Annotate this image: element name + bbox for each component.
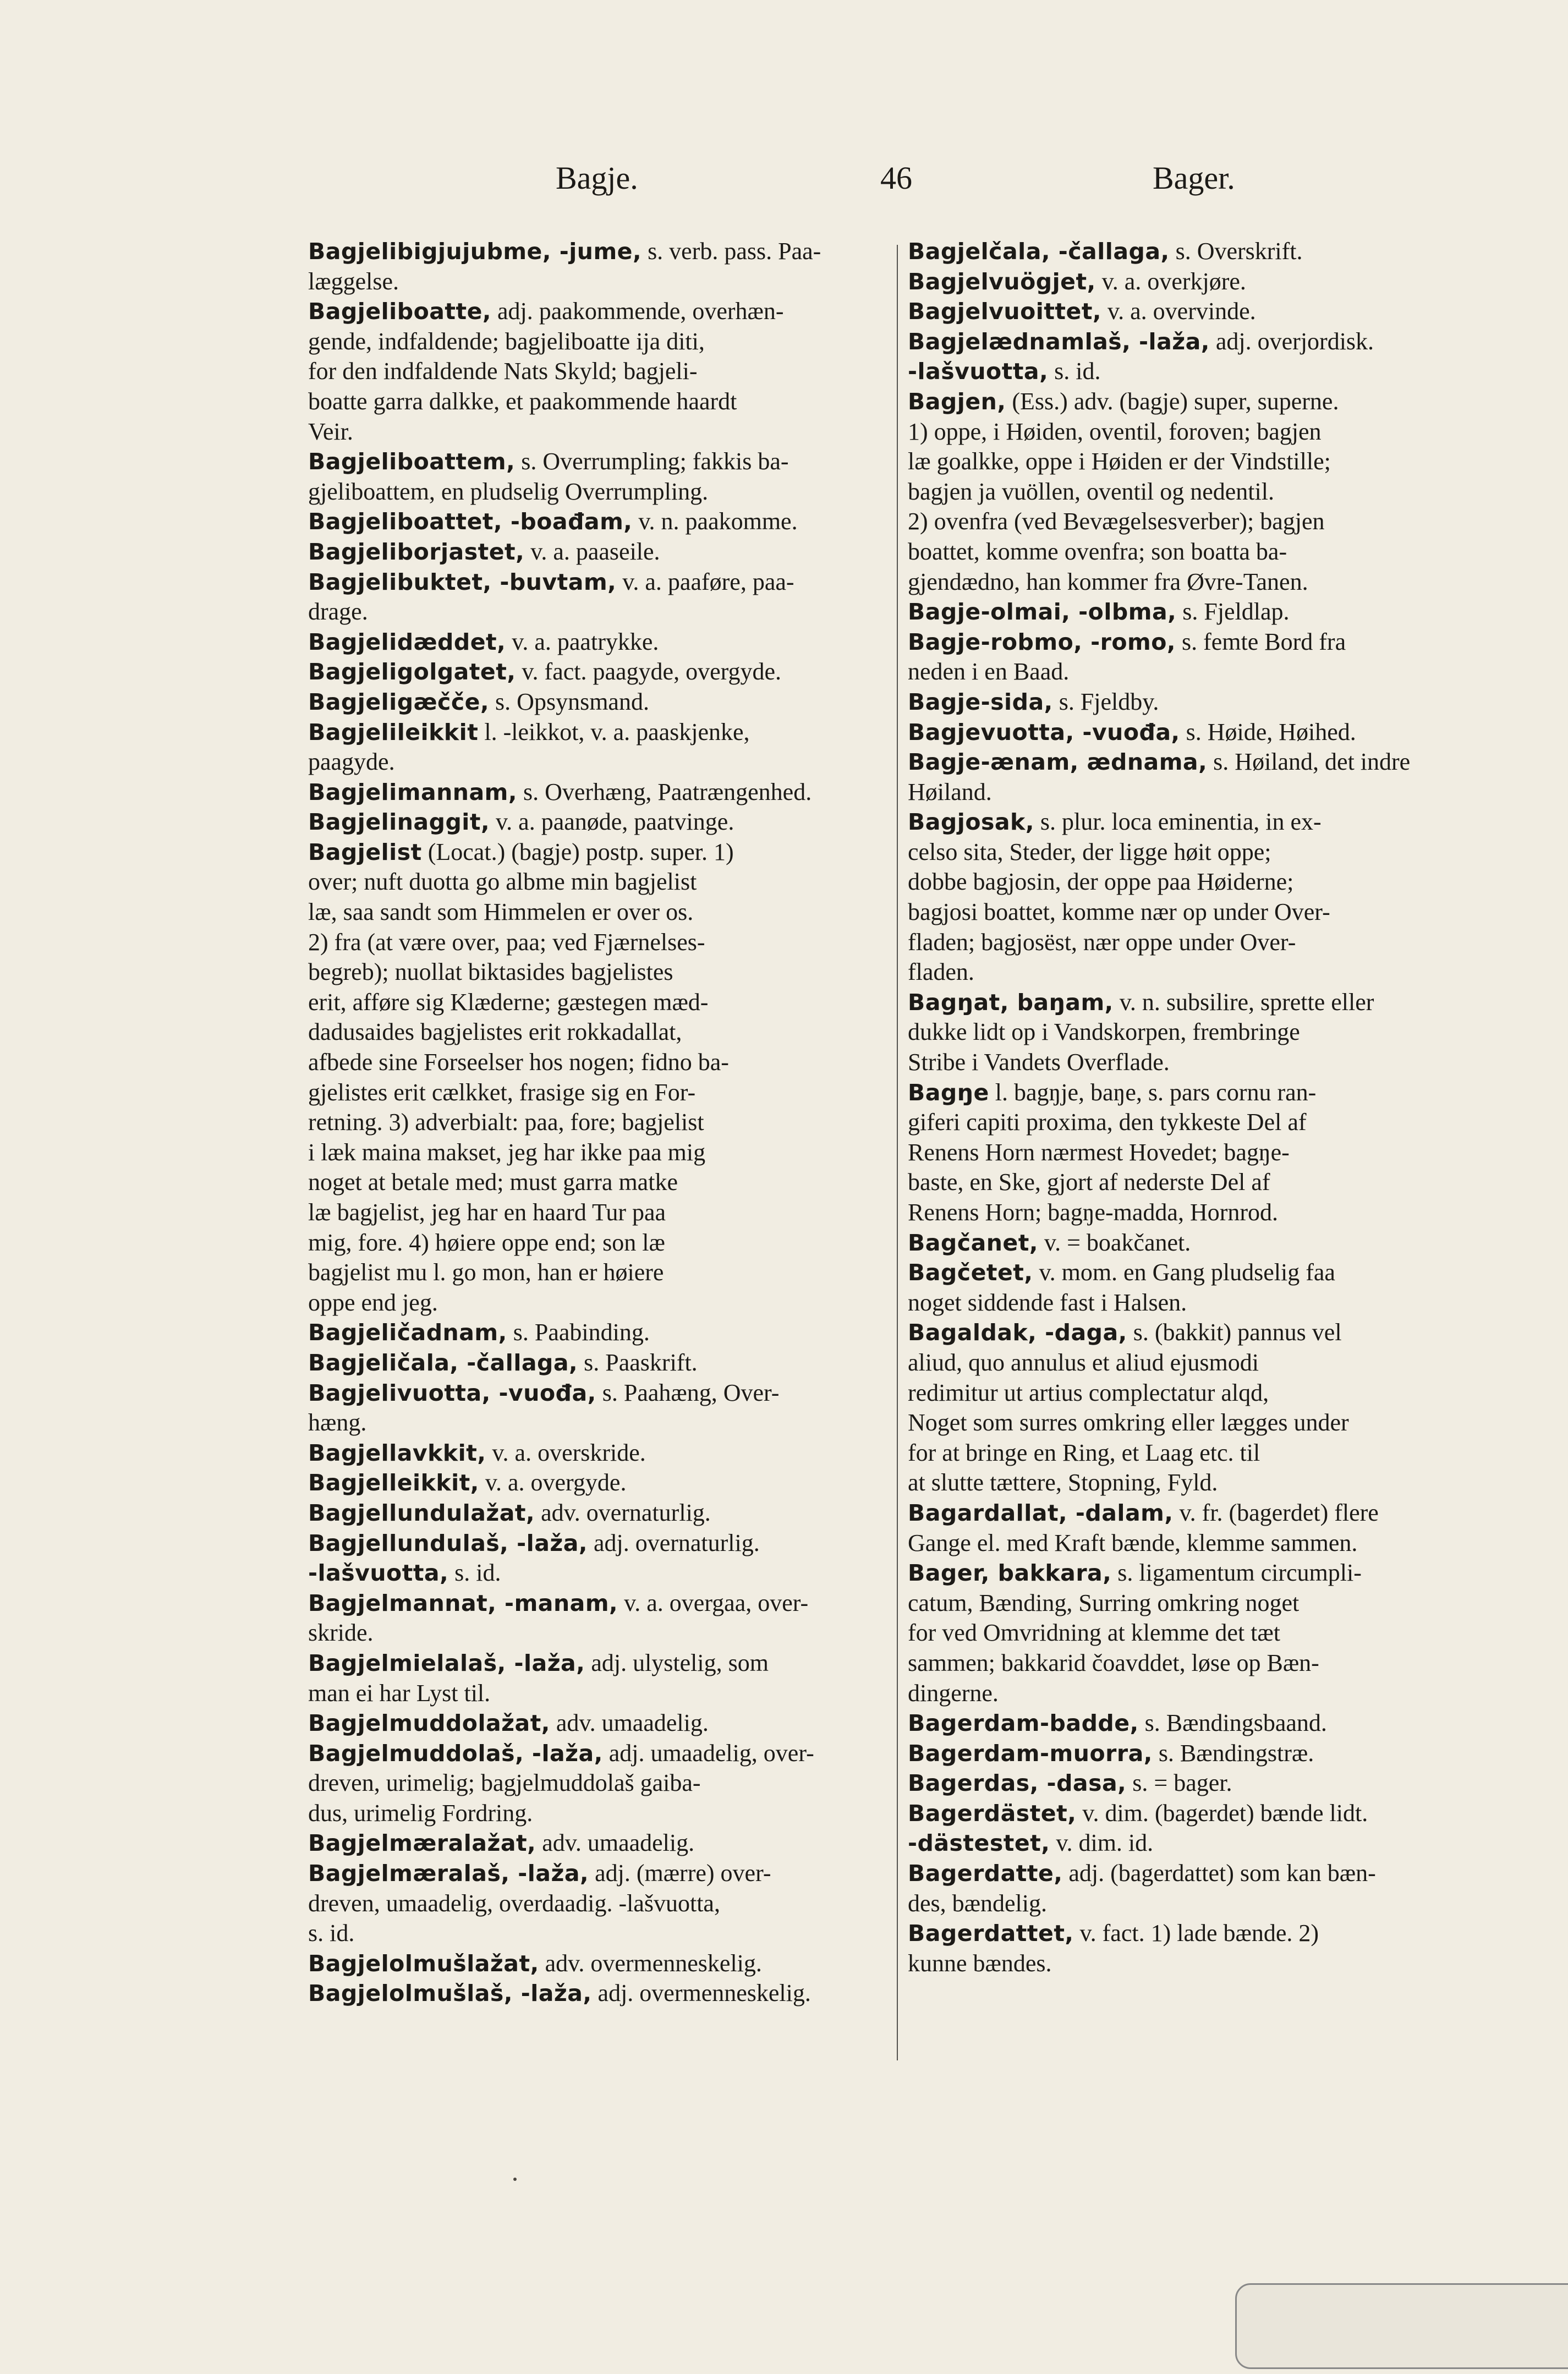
definition-text: v. a. paanøde, paatvinge. [490,808,734,836]
entry-continuation-line [908,507,1480,537]
entry-continuation-line [908,1648,1480,1679]
definition-text: læggelse. [308,267,399,295]
entry-line [308,1739,880,1769]
entry-continuation-line [308,1228,880,1258]
headword: Bagjelidæddet, [308,628,506,655]
definition-text: s. Fjeldby. [1052,688,1159,715]
entry-continuation-line [908,567,1480,597]
entry-continuation-line [908,447,1480,477]
definition-text: v. dim. (bagerdet) bænde lidt. [1076,1799,1368,1827]
entry-continuation-line [908,1167,1480,1198]
definition-text: s. id. [308,1920,355,1947]
entry-continuation-line [308,1889,880,1919]
entry-line [908,1228,1480,1258]
entry-line [308,447,880,477]
headword: Bagerdam-badde, [908,1710,1139,1737]
page-number: 46 [880,160,912,196]
definition-text: adj. ulystelig, som [585,1649,769,1676]
entry-line [308,1378,880,1408]
ink-speck [513,2178,517,2181]
entry-line [308,237,880,267]
headword: Bagjelmuddolaš, -laža, [308,1740,603,1767]
entry-line [308,687,880,717]
headword: Bagjeliboatte, [308,298,491,325]
definition-text: dreven, umaadelig, overdaadig. -lašvuotta, [308,1889,720,1917]
definition-text: adj. umaadelig, over- [602,1739,814,1767]
definition-text: dadusaides bagjelistes erit rokkadallat, [308,1018,682,1046]
definition-text: bagjen ja vuöllen, oventil og nedentil. [908,478,1274,505]
definition-text: retning. 3) adverbialt: paa, fore; bagjelist [308,1109,704,1136]
entry-line [308,567,880,597]
entry-continuation-line [308,1618,880,1648]
entry-continuation-line [908,777,1480,808]
entry-continuation-line [308,387,880,417]
definition-text: adv. umaadelig. [550,1709,709,1737]
definition-text: dobbe bagjosin, der oppe paa Høiderne; [908,868,1294,896]
definition-text: s. Opsynsmand. [489,688,649,715]
definition-text: v. dim. id. [1050,1829,1154,1857]
entry-continuation-line [308,1288,880,1318]
entry-continuation-line [308,1258,880,1288]
headword: Bagjelivuotta, -vuođa, [308,1379,596,1406]
headword: Bagerdatte, [908,1860,1063,1887]
right-column [908,237,1480,1978]
entry-continuation-line [908,537,1480,567]
definition-text: s. Høide, Høihed. [1180,718,1356,745]
entry-continuation-line [908,1348,1480,1378]
entry-continuation-line [908,1468,1480,1498]
entry-continuation-line [308,867,880,897]
entry-continuation-line [908,1288,1480,1318]
entry-continuation-line [308,267,880,297]
definition-text: (Locat.) (bagje) postp. super. 1) [421,838,734,865]
headword: Bagjelædnamlaš, -laža, [908,328,1210,355]
entry-line [908,717,1480,748]
headword: Bagŋe [908,1079,989,1106]
definition-text: (Ess.) adv. (bagje) super, superne. [1006,387,1339,415]
entry-line [908,1739,1480,1769]
definition-text: for at bringe en Ring, et Laag etc. til [908,1439,1260,1466]
definition-text: dus, urimelig Fordring. [308,1799,533,1827]
running-head-right: Bager. [1153,160,1235,196]
entry-line [908,1498,1480,1528]
entry-line [908,357,1480,387]
headword: -dästestet, [908,1830,1050,1857]
definition-text: kunne bændes. [908,1949,1052,1977]
definition-text: Renens Horn nærmest Hovedet; bagŋe- [908,1138,1290,1166]
entry-line [908,807,1480,837]
definition-text: s. Høiland, det indre [1207,748,1411,776]
definition-text: afbede sine Forseelser hos nogen; fidno ba- [308,1049,729,1076]
entry-line [308,657,880,687]
entry-continuation-line [308,597,880,627]
entry-line [908,1558,1480,1588]
definition-text: oppe end jeg. [308,1289,438,1316]
definition-text: drage. [308,598,368,626]
entry-continuation-line [908,1679,1480,1709]
entry-line [308,837,880,868]
entry-continuation-line [908,1017,1480,1048]
entry-line [908,1799,1480,1829]
headword: Bagjellundulaš, -laža, [308,1529,588,1556]
headword: Bagjeliboattem, [308,448,516,475]
entry-line [908,1858,1480,1889]
entry-line [308,1858,880,1889]
definition-text: s. = bager. [1126,1769,1232,1797]
entry-continuation-line [908,1107,1480,1138]
entry-line [308,1949,880,1979]
entry-continuation-line [908,1378,1480,1408]
entry-continuation-line [908,867,1480,897]
definition-text: adj. overnaturlig. [587,1529,760,1556]
definition-text: v. fr. (bagerdet) flere [1173,1499,1379,1526]
entry-continuation-line [308,988,880,1018]
definition-text: gende, indfaldende; bagjeliboatte ija diti, [308,327,705,355]
definition-text: v. fact. 1) lade bænde. 2) [1073,1920,1319,1947]
definition-text: s. verb. pass. Paa- [642,238,821,265]
definition-text: v. mom. en Gang pludselig faa [1033,1259,1335,1286]
definition-text: v. a. overkjøre. [1095,267,1246,295]
left-column [308,237,880,2009]
entry-line [908,237,1480,267]
entry-line [308,1528,880,1559]
definition-text: s. Paaskrift. [578,1348,698,1376]
entry-continuation-line [908,1138,1480,1168]
headword: Bagaldak, -daga, [908,1319,1127,1346]
entry-line [908,627,1480,657]
definition-text: gjendædno, han kommer fra Øvre-Tanen. [908,568,1308,595]
entry-line [308,717,880,748]
entry-continuation-line [308,1107,880,1138]
entry-line [308,537,880,567]
definition-text: at slutte tættere, Stopning, Fyld. [908,1469,1218,1496]
entry-line [908,597,1480,627]
definition-text: Veir. [308,418,353,445]
headword: Bagjelmæralažat, [308,1830,536,1857]
entry-continuation-line [308,747,880,777]
definition-text: v. a. overgaa, over- [618,1589,809,1616]
entry-line [908,1918,1480,1949]
headword: Bagjelčala, -čallaga, [908,238,1170,265]
headword: Bagjeligolgatet, [308,659,516,686]
definition-text: l. -leikkot, v. a. paaskjenke, [478,718,750,745]
headword: Bagjevuotta, -vuođa, [908,719,1180,745]
headword: Bagjosak, [908,809,1034,836]
entry-line [308,297,880,327]
entry-continuation-line [908,1048,1480,1078]
definition-text: v. n. paakomme. [632,508,798,535]
entry-line [308,1468,880,1498]
definition-text: s. Overrumpling; fakkis ba- [515,448,789,475]
headword: Bager, bakkara, [908,1560,1112,1587]
definition-text: baste, en Ske, gjort af nederste Del af [908,1169,1270,1196]
definition-text: gjeliboattem, en pludselig Overrumpling. [308,478,709,505]
headword: Bagjellundulažat, [308,1499,535,1526]
definition-text: læ, saa sandt som Himmelen er over os. [308,898,694,926]
definition-text: adv. overmenneskelig. [539,1949,762,1977]
entry-line [308,1438,880,1468]
entry-line [308,1978,880,2009]
definition-text: adj. overmenneskelig. [591,1980,811,2007]
definition-text: v. a. overskride. [486,1439,646,1466]
headword: Bagjelolmušlaš, -laža, [308,1980,592,2007]
definition-text: v. a. paaseile. [524,538,660,565]
definition-text: gjelistes erit cælkket, frasige sig en For- [308,1078,696,1106]
definition-text: adv. overnaturlig. [535,1499,711,1526]
headword: Bagjeličala, -čallaga, [308,1349,578,1376]
entry-line [308,777,880,808]
headword: Bagje-ænam, ædnama, [908,749,1208,776]
entry-line [308,807,880,837]
definition-text: over; nuft duotta go albme min bagjelist [308,868,697,896]
definition-text: mig, fore. 4) høiere oppe end; son læ [308,1229,665,1256]
definition-text: skride. [308,1619,374,1647]
definition-text: fladen. [908,958,974,986]
entry-continuation-line [908,1198,1480,1228]
definition-text: bagjosi boattet, komme nær op under Over- [908,898,1330,926]
definition-text: boatte garra dalkke, et paakommende haardt [308,387,737,415]
definition-text: fladen; bagjosëst, nær oppe under Over- [908,928,1296,956]
entry-continuation-line [908,897,1480,928]
entry-continuation-line [308,928,880,958]
headword: Bagjeligæčče, [308,688,490,715]
entry-line [908,1828,1480,1858]
definition-text: 2) fra (at være over, paa; ved Fjærnelses- [308,928,705,956]
definition-text: Gange el. med Kraft bænde, klemme sammen. [908,1529,1358,1556]
entry-continuation-line [908,1618,1480,1648]
running-head-left: Bagje. [556,160,638,196]
definition-text: aliud, quo annulus et aliud ejusmodi [908,1348,1259,1376]
definition-text: læ bagjelist, jeg har en haard Tur paa [308,1199,666,1226]
entry-line [908,1318,1480,1348]
definition-text: erit, afføre sig Klæderne; gæstegen mæd- [308,988,709,1016]
definition-text: v. a. paaføre, paa- [616,568,794,595]
entry-continuation-line [908,837,1480,868]
definition-text: des, bændelig. [908,1889,1047,1917]
definition-text: catum, Bænding, Surring omkring noget [908,1589,1300,1616]
headword: Bagjeliboattet, -boađam, [308,508,633,535]
headword: Bagjelmæralaš, -laža, [308,1860,589,1887]
entry-continuation-line [308,327,880,357]
definition-text: man ei har Lyst til. [308,1679,491,1707]
definition-text: sammen; bakkarid čoavddet, løse op Bæn- [908,1649,1319,1676]
headword: Bagjelmuddolažat, [308,1710,550,1737]
entry-line [908,687,1480,717]
entry-continuation-line [308,1167,880,1198]
definition-text: s. Overskrift. [1169,238,1303,265]
entry-continuation-line [908,1408,1480,1438]
entry-line [908,747,1480,777]
entry-continuation-line [308,477,880,507]
headword: Bagjelleikkit, [308,1470,479,1496]
definition-text: s. Paahæng, Over- [596,1379,780,1406]
definition-text: v. = boakčanet. [1038,1229,1191,1256]
entry-continuation-line [308,1768,880,1799]
headword: Bagčetet, [908,1259,1033,1286]
definition-text: dreven, urimelig; bagjelmuddolaš gaiba- [308,1769,701,1797]
entry-line [908,988,1480,1018]
definition-text: noget at betale med; must garra matke [308,1169,678,1196]
headword: Bagjelimannam, [308,778,517,805]
definition-text: s. femte Bord fra [1176,628,1346,655]
entry-line [908,1078,1480,1108]
definition-text: dingerne. [908,1679,999,1707]
headword: Bagardallat, -dalam, [908,1499,1174,1526]
entry-continuation-line [308,1198,880,1228]
definition-text: for ved Omvridning at klemme det tæt [908,1619,1280,1647]
definition-text: redimitur ut artius complectatur alqd, [908,1379,1269,1406]
entry-continuation-line [908,1588,1480,1619]
headword: Bagje-olmai, -olbma, [908,599,1177,626]
headword: Bagjelmielalaš, -laža, [308,1649,585,1676]
entry-line [908,1708,1480,1739]
entry-line [308,1558,880,1588]
headword: Bagjelvuögjet, [908,268,1096,295]
definition-text: s. ligamentum circumpli- [1111,1559,1362,1587]
definition-text: hæng. [308,1409,367,1437]
definition-text: s. id. [448,1559,501,1587]
definition-text: s. Bændingstræ. [1152,1739,1314,1767]
entry-line [308,1588,880,1619]
definition-text: Renens Horn; bagŋe-madda, Hornrod. [908,1199,1279,1226]
definition-text: s. Paabinding. [507,1319,650,1346]
definition-text: bagjelist mu l. go mon, han er høiere [308,1259,664,1286]
headword: Bagjelinaggit, [308,809,490,836]
entry-line [908,327,1480,357]
entry-continuation-line [908,657,1480,687]
definition-text: for den indfaldende Nats Skyld; bagjeli- [308,358,698,385]
definition-text: adj. (mærre) over- [589,1860,771,1887]
entry-continuation-line [308,357,880,387]
entry-continuation-line [308,897,880,928]
entry-line [308,1318,880,1348]
definition-text: s. Overhæng, Paatrængenhed. [517,778,812,805]
headword: Bagerdas, -dasa, [908,1770,1127,1797]
headword: Bagjelvuoittet, [908,298,1101,325]
definition-text: Noget som surres omkring eller lægges under [908,1409,1349,1437]
entry-line [908,297,1480,327]
headword: -lašvuotta, [308,1560,449,1587]
entry-line [308,1648,880,1679]
entry-line [908,267,1480,297]
headword: Bagjelmannat, -manam, [308,1589,618,1616]
headword: Bagjellavkkit, [308,1439,486,1466]
definition-text: v. fact. paagyde, overgyde. [516,658,781,686]
entry-continuation-line [308,1048,880,1078]
entry-continuation-line [908,417,1480,447]
entry-line [908,387,1480,417]
definition-text: v. n. subsilire, sprette eller [1113,988,1374,1016]
definition-text: adj. paakommende, overhæn- [491,298,784,325]
entry-continuation-line [308,957,880,988]
definition-text: l. bagŋje, baŋe, s. pars cornu ran- [989,1078,1317,1106]
definition-text: s. Bændingsbaand. [1138,1709,1327,1737]
entry-line [308,1498,880,1528]
definition-text: adj. (bagerdattet) som kan bæn- [1062,1860,1376,1887]
headword: Bagje-sida, [908,688,1053,715]
headword: Bagjelist [308,838,422,865]
entry-line [908,1258,1480,1288]
headword: Bagerdam-muorra, [908,1740,1153,1767]
definition-text: s. plur. loca eminentia, in ex- [1034,808,1322,836]
library-stamp-frame [1235,2283,1568,2369]
entry-line [908,1768,1480,1799]
entry-continuation-line [308,417,880,447]
definition-text: s. id. [1048,358,1101,385]
entry-continuation-line [308,1078,880,1108]
headword: Bagerdattet, [908,1920,1074,1947]
headword: Bagjeliborjastet, [308,538,525,565]
entry-continuation-line [908,957,1480,988]
entry-line [308,507,880,537]
headword: Bagje-robmo, -romo, [908,628,1176,655]
entry-continuation-line [308,1918,880,1949]
definition-text: noget siddende fast i Halsen. [908,1289,1187,1316]
entry-line [308,1348,880,1378]
definition-text: s. (bakkit) pannus vel [1127,1319,1342,1346]
headword: Bagjelibuktet, -buvtam, [308,568,617,595]
definition-text: i læk maina makset, jeg har ikke paa mig [308,1138,706,1166]
headword: Bagjeličadnam, [308,1319,507,1346]
headword: -lašvuotta, [908,358,1049,385]
page-header [0,160,1568,209]
definition-text: begreb); nuollat biktasides bagjelistes [308,958,673,986]
definition-text: adj. overjordisk. [1209,327,1374,355]
entry-continuation-line [908,928,1480,958]
definition-text: paagyde. [308,748,395,776]
entry-continuation-line [908,1949,1480,1979]
definition-text: giferi capiti proxima, den tykkeste Del af [908,1109,1307,1136]
definition-text: v. a. paatrykke. [506,628,659,655]
definition-text: Stribe i Vandets Overflade. [908,1049,1170,1076]
entry-line [308,1828,880,1858]
entry-continuation-line [908,477,1480,507]
headword: Bagjelileikkit [308,719,479,745]
headword: Bagjelibigjujubme, -jume, [308,238,642,265]
entry-line [308,1708,880,1739]
entry-line [308,627,880,657]
definition-text: neden i en Baad. [908,658,1070,686]
definition-text: dukke lidt op i Vandskorpen, frembringe [908,1018,1300,1046]
definition-text: 2) ovenfra (ved Bevægelsesverber); bagjen [908,508,1325,535]
definition-text: adv. umaadelig. [536,1829,695,1857]
headword: Bagčanet, [908,1229,1038,1256]
entry-continuation-line [908,1438,1480,1468]
entry-continuation-line [908,1889,1480,1919]
headword: Bagerdästet, [908,1800,1077,1827]
definition-text: læ goalkke, oppe i Høiden er der Vindstille; [908,448,1331,475]
definition-text: boattet, komme ovenfra; son boatta ba- [908,538,1287,565]
headword: Bagjen, [908,388,1006,415]
entry-continuation-line [308,1408,880,1438]
definition-text: s. Fjeldlap. [1176,598,1290,626]
definition-text: celso sita, Steder, der ligge høit oppe; [908,838,1271,865]
definition-text: v. a. overgyde. [479,1469,627,1496]
entry-continuation-line [308,1679,880,1709]
definition-text: 1) oppe, i Høiden, oventil, foroven; bagjen [908,418,1322,445]
entry-continuation-line [908,1528,1480,1559]
headword: Bagŋat, baŋam, [908,989,1114,1016]
entry-continuation-line [308,1799,880,1829]
column-divider [897,245,898,2060]
definition-text: Høiland. [908,778,992,805]
headword: Bagjelolmušlažat, [308,1950,539,1977]
entry-continuation-line [308,1138,880,1168]
definition-text: v. a. overvinde. [1101,298,1256,325]
entry-continuation-line [308,1017,880,1048]
